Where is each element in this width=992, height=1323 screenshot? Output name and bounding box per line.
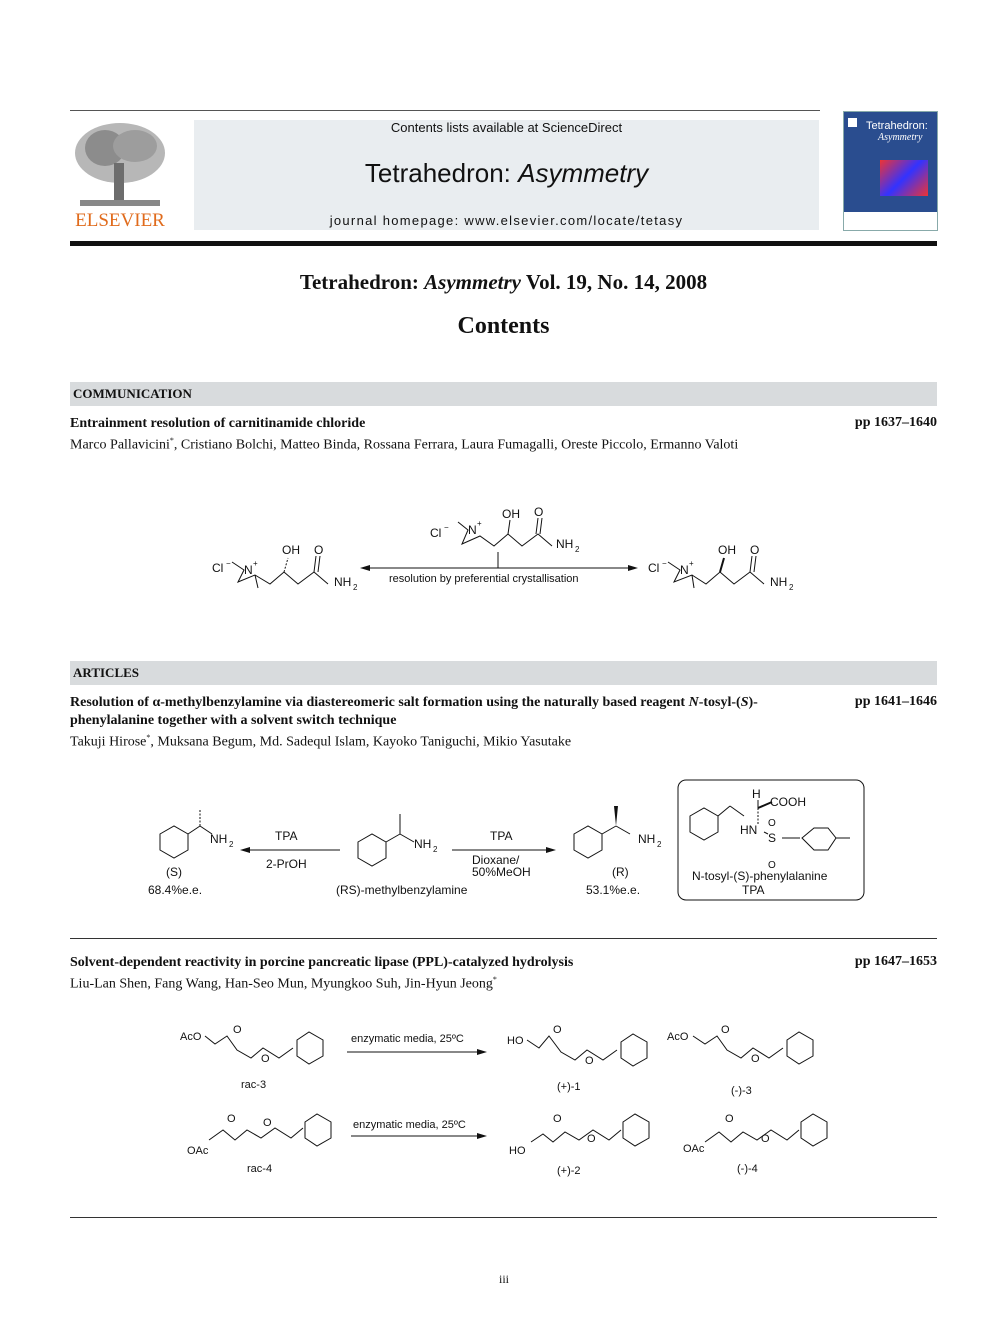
svg-text:O: O	[761, 1133, 770, 1145]
svg-text:HO: HO	[507, 1035, 524, 1047]
divider-article-2-3	[70, 938, 937, 939]
oxygen-label: O	[314, 543, 324, 557]
section-articles: ARTICLES	[70, 661, 937, 685]
hydroxyl-label: OH	[282, 543, 300, 557]
scheme1-left-molecule	[212, 543, 358, 592]
s-label: (S)	[166, 865, 182, 879]
article-2-authors: Takuji Hirose*, Muksana Begum, Md. Sadequl Islam, Kayoko Taniguchi, Mikio Yasutake	[70, 733, 572, 750]
svg-text:2-PrOH: 2-PrOH	[266, 857, 307, 871]
header-thick-rule	[70, 241, 937, 246]
svg-text:O: O	[750, 543, 760, 557]
bottom-rule	[70, 1217, 937, 1218]
section-communication: COMMUNICATION	[70, 382, 937, 406]
article-1-title[interactable]: Entrainment resolution of carnitinamide chloride	[70, 416, 366, 431]
svg-text:enzymatic media, 25ºC: enzymatic media, 25ºC	[353, 1119, 466, 1131]
svg-text:+: +	[253, 559, 258, 568]
svg-text:O: O	[233, 1024, 242, 1036]
svg-text:NH: NH	[770, 575, 788, 589]
issue-title	[0, 270, 992, 295]
elsevier-logo	[70, 118, 170, 230]
amide-label: NH	[334, 575, 352, 589]
svg-text:O: O	[553, 1024, 562, 1036]
cover-graphic	[880, 160, 928, 196]
elsevier-wordmark: ELSEVIER	[75, 210, 165, 231]
svg-text:Cl: Cl	[430, 526, 442, 540]
top-rule	[70, 110, 820, 111]
svg-text:O: O	[768, 818, 776, 829]
scheme1-caption: resolution by preferential crystallisation	[389, 573, 579, 585]
article-1-pages: pp 1637–1640	[854, 415, 937, 430]
s-ee: 68.4%e.e.	[148, 883, 203, 897]
svg-text:HO: HO	[509, 1145, 526, 1157]
svg-text:2: 2	[353, 583, 358, 592]
svg-text:AcO: AcO	[667, 1031, 689, 1043]
svg-text:NH: NH	[638, 832, 656, 846]
svg-text:+: +	[689, 559, 694, 568]
svg-text:50%MeOH: 50%MeOH	[472, 865, 531, 879]
rac3-molecule	[180, 1024, 323, 1091]
contents-available-text: Contents lists available at ScienceDirect	[390, 120, 623, 135]
article-3-pages: pp 1647–1653	[854, 954, 937, 969]
svg-text:S: S	[768, 831, 777, 845]
svg-text:O: O	[261, 1053, 270, 1065]
svg-text:−: −	[662, 559, 667, 568]
svg-text:(-)-4: (-)-4	[737, 1163, 758, 1175]
svg-text:−: −	[226, 559, 231, 568]
article-3-authors: Liu-Lan Shen, Fang Wang, Han-Seo Mun, Myungkoo Suh, Jin-Hyun Jeong*	[70, 975, 497, 992]
tpa-reagent-box	[678, 780, 864, 900]
article-2-title[interactable]: Resolution of α-methylbenzylamine via diastereomeric salt formation using the naturally based reagent N-tosyl-(S)- phenylalanine together with a solvent switch technique	[70, 695, 758, 728]
issue-journal-italic: Asymmetry	[424, 270, 521, 294]
journal-header-box	[194, 120, 819, 230]
product-2-molecule	[509, 1113, 649, 1177]
scheme1-center-molecule	[430, 505, 580, 554]
svg-text:O: O	[263, 1117, 272, 1129]
product-3-molecule	[667, 1024, 813, 1097]
svg-text:rac-3: rac-3	[241, 1079, 267, 1091]
scheme-3-graphic	[175, 1018, 845, 1183]
svg-text:TPA: TPA	[490, 829, 513, 843]
svg-text:O: O	[534, 505, 544, 519]
svg-text:N: N	[680, 563, 689, 577]
scheme-1-graphic	[200, 500, 800, 600]
svg-text:2: 2	[229, 840, 234, 849]
authors-rest: , Cristiano Bolchi, Matteo Binda, Rossana Ferrara, Laura Fumagalli, Oreste Piccolo, Ermanno Valoti	[173, 437, 739, 453]
chloride-label: Cl	[212, 561, 224, 575]
article-3-title[interactable]: Solvent-dependent reactivity in porcine pancreatic lipase (PPL)-catalyzed hydrolysis	[70, 955, 574, 970]
svg-text:O: O	[725, 1113, 734, 1125]
svg-text:−: −	[444, 523, 449, 532]
svg-text:(+)-2: (+)-2	[557, 1165, 581, 1177]
svg-text:OH: OH	[502, 507, 520, 521]
svg-text:2: 2	[433, 845, 438, 854]
svg-text:2: 2	[789, 583, 794, 592]
rs-label: (RS)-methylbenzylamine	[336, 883, 468, 897]
svg-text:OAc: OAc	[187, 1145, 209, 1157]
reagent-name: N-tosyl-(S)-phenylalanine	[692, 869, 828, 883]
svg-text:NH: NH	[556, 537, 574, 551]
svg-text:HN: HN	[740, 823, 758, 837]
issue-volume: Vol. 19, No. 14, 2008	[520, 270, 708, 294]
svg-text:H: H	[752, 787, 761, 801]
svg-text:O: O	[587, 1133, 596, 1145]
svg-text:enzymatic media, 25ºC: enzymatic media, 25ºC	[351, 1033, 464, 1045]
svg-text:O: O	[721, 1024, 730, 1036]
journal-name-italic: Asymmetry	[518, 158, 649, 188]
svg-text:OAc: OAc	[683, 1143, 705, 1155]
svg-text:COOH: COOH	[770, 795, 806, 809]
svg-text:TPA: TPA	[275, 829, 298, 843]
svg-text:2: 2	[657, 840, 662, 849]
scheme-2-graphic	[130, 776, 870, 906]
author-corresponding: Marco Pallavicini	[70, 437, 170, 453]
svg-text:AcO: AcO	[180, 1031, 202, 1043]
authors-rest: , Muksana Begum, Md. Sadequl Islam, Kayoko Taniguchi, Mikio Yasutake	[150, 734, 572, 750]
scheme1-right-molecule	[648, 543, 794, 592]
svg-text:O: O	[227, 1113, 236, 1125]
cover-white-square	[848, 118, 857, 127]
svg-text:O: O	[553, 1113, 562, 1125]
reagent-abbr: TPA	[742, 883, 765, 897]
svg-text:Cl: Cl	[648, 561, 660, 575]
svg-text:OH: OH	[718, 543, 736, 557]
product-4-molecule	[683, 1113, 827, 1175]
cover-subtitle: Asymmetry	[878, 132, 923, 143]
journal-name-plain: Tetrahedron:	[364, 158, 519, 188]
svg-text:O: O	[751, 1053, 760, 1065]
svg-text:NH: NH	[210, 832, 228, 846]
cover-bottom-strip	[844, 212, 937, 230]
svg-text:(-)-3: (-)-3	[731, 1085, 752, 1097]
product-1-molecule	[507, 1024, 647, 1093]
issue-journal-plain: Tetrahedron:	[299, 270, 425, 294]
r-ee: 53.1%e.e.	[586, 883, 641, 897]
svg-text:N: N	[468, 523, 477, 537]
svg-text:Dioxane/: Dioxane/	[472, 853, 520, 867]
scheme2-r-product	[574, 806, 662, 897]
journal-name	[194, 158, 819, 189]
journal-cover-image	[843, 111, 938, 231]
page-number: iii	[498, 1272, 509, 1286]
svg-text:2: 2	[575, 545, 580, 554]
svg-text:O: O	[585, 1055, 594, 1067]
scheme2-rs-reactant	[336, 814, 468, 897]
svg-text:(+)-1: (+)-1	[557, 1081, 581, 1093]
rac4-molecule	[187, 1113, 331, 1175]
svg-text:+: +	[477, 519, 482, 528]
scheme2-s-product	[148, 810, 234, 897]
svg-text:NH: NH	[414, 837, 432, 851]
article-2-pages: pp 1641–1646	[854, 694, 937, 709]
journal-homepage[interactable]: journal homepage: www.elsevier.com/locate/tetasy	[329, 213, 684, 228]
svg-text:O: O	[768, 860, 776, 871]
svg-text:rac-4: rac-4	[247, 1163, 273, 1175]
article-1-authors: Marco Pallavicini*, Cristiano Bolchi, Matteo Binda, Rossana Ferrara, Laura Fumagalli, Oreste Piccolo, Ermanno Valoti	[70, 436, 739, 453]
cover-title: Tetrahedron:	[866, 120, 928, 132]
r-label: (R)	[612, 865, 629, 879]
author-corresponding: Takuji Hirose	[70, 734, 147, 750]
contents-heading: Contents	[457, 313, 550, 339]
nitrogen-label: N	[244, 563, 253, 577]
